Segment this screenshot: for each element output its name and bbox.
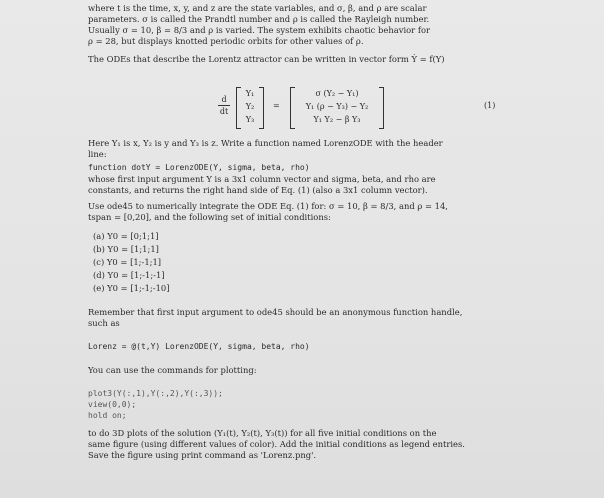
task-paragraph (88, 138, 524, 160)
intro-line: Usually σ = 10, β = 8/3 and ρ is varied. The system exhibits chaotic behavior for (88, 25, 430, 35)
final-paragraph (88, 428, 524, 461)
task-line: line: (88, 149, 107, 159)
equation-number: (1) (484, 101, 496, 110)
remember-line: Remember that first input argument to ode45 should be an anonymous function handle, (88, 307, 463, 317)
function-header: function dotY = LorenzODE(Y, sigma, beta, rho) (88, 163, 310, 172)
intro-line: parameters. σ is called the Prandtl number and ρ is called the Rayleigh number. (88, 14, 430, 24)
list-item: (d) Y0 = [1;-1;-1] (93, 270, 165, 280)
plotting-line: You can use the commands for plotting: (88, 365, 257, 375)
rhs-entry: Y₁ (ρ − Y₃) − Y₂ (305, 102, 369, 111)
lhs-entry: Y₁ (245, 89, 255, 98)
lhs-vector (236, 87, 264, 129)
code-line: view(0,0); (88, 400, 137, 409)
rhs-entry: Y₁ Y₂ − β Y₃ (313, 115, 361, 124)
equals-sign: = (273, 101, 280, 110)
ode45-line: tspan = [0,20], and the following set of initial conditions: (88, 212, 331, 222)
odes-line: The ODEs that describe the Lorentz attractor can be written in vector form Ẏ = f(Y) (88, 54, 445, 64)
intro-line: where t is the time, x, y, and z are the state variables, and σ, β, and ρ are scalar (88, 3, 427, 13)
list-item: (a) Y0 = [0;1;1] (93, 231, 159, 241)
ode45-line: Use ode45 to numerically integrate the ODE Eq. (1) for: σ = 10, β = 8/3, and ρ = 14, (88, 201, 448, 211)
rhs-entry: σ (Y₂ − Y₁) (315, 89, 359, 98)
code-line: plot3(Y(:,1),Y(:,2),Y(:,3)); (88, 389, 223, 398)
final-line: Save the figure using print command as 'Lorenz.png'. (88, 450, 317, 460)
input-line: constants, and returns the right hand side of Eq. (1) (also a 3x1 column vector). (88, 185, 428, 195)
anonymous-handle-code: Lorenz = @(t,Y) LorenzODE(Y, sigma, beta, rho) (88, 342, 310, 351)
input-paragraph (88, 174, 524, 196)
final-line: to do 3D plots of the solution (Y₁(t), Y₂(t), Y₃(t)) for all five initial conditions on the (88, 428, 437, 438)
task-line: Here Y₁ is x, Y₂ is y and Y₃ is z. Write a function named LorenzODE with the header (88, 138, 443, 148)
intro-line: ρ = 28, but displays knotted periodic orbits for other values of ρ. (88, 36, 364, 46)
equation-block (218, 87, 498, 131)
ode45-paragraph (88, 201, 524, 223)
remember-paragraph (88, 307, 524, 329)
derivative-operator: d dt (219, 95, 229, 116)
plot-code-block (88, 388, 524, 421)
list-item: (c) Y0 = [1;-1;1] (93, 257, 162, 267)
intro-paragraph (88, 3, 524, 47)
lhs-entry: Y₃ (245, 115, 255, 124)
list-item: (e) Y0 = [1;-1;-10] (93, 283, 170, 293)
input-line: whose first input argument Y is a 3x1 column vector and sigma, beta, and rho are (88, 174, 436, 184)
rhs-vector (290, 87, 384, 129)
code-line: hold on; (88, 411, 127, 420)
lhs-entry: Y₂ (245, 102, 255, 111)
remember-line: such as (88, 318, 120, 328)
final-line: same figure (using different values of color). Add the initial conditions as legend entries. (88, 439, 465, 449)
initial-conditions-list (93, 230, 170, 295)
list-item: (b) Y0 = [1;1;1] (93, 244, 159, 254)
